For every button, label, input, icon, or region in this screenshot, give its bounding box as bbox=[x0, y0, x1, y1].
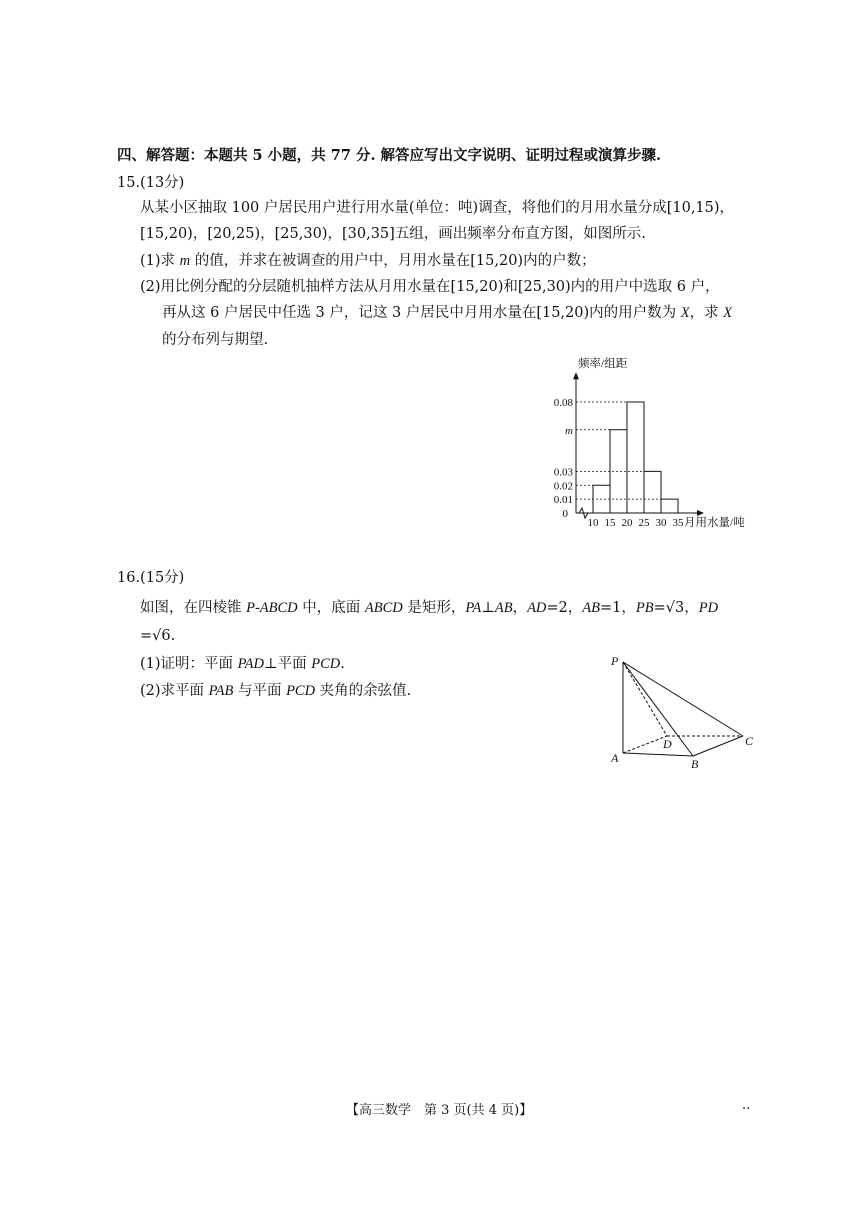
q15-stem-line2: [15,20)，[20,25)，[25,30)，[30,35]五组，画出频率分布直方图，如图所示. bbox=[140, 226, 646, 242]
edge-pb bbox=[623, 662, 693, 756]
q16-ab: AB bbox=[494, 600, 513, 616]
q16-part2-end: 夹角的余弦值. bbox=[315, 683, 412, 699]
y-axis-label: 频率/组距 bbox=[578, 358, 628, 370]
histogram-bar bbox=[627, 402, 644, 513]
q16-part1-pad: PAD bbox=[237, 656, 264, 672]
q15-part1 bbox=[140, 251, 596, 271]
q16-pa: PA bbox=[465, 600, 482, 616]
q15-part2-line3: 的分布列与期望. bbox=[162, 332, 269, 348]
q16-part2-prefix: (2)求平面 bbox=[140, 683, 209, 699]
q15-part1-var-m: m bbox=[179, 253, 191, 269]
label-d: D bbox=[663, 737, 672, 751]
y-tick-label: 0.08 bbox=[553, 397, 573, 409]
label-c: C bbox=[745, 734, 754, 748]
x-axis-arrow bbox=[697, 510, 704, 516]
q16-part2-pab: PAB bbox=[208, 683, 234, 699]
histogram-bar bbox=[661, 499, 678, 513]
q16-pyramid-name: P-ABCD bbox=[246, 600, 298, 616]
q15-stem-line1: 从某小区抽取 100 户居民用户进行用水量(单位：吨)调查，将他们的月用水量分成[10,15)， bbox=[140, 200, 735, 216]
y-tick-label: 0.02 bbox=[553, 480, 573, 493]
q16-ad: AD bbox=[527, 600, 547, 616]
q16-part1-prefix: (1)证明：平面 bbox=[140, 656, 238, 672]
x-tick-label: 25 bbox=[638, 517, 650, 529]
q16-perp: ⊥ bbox=[481, 600, 495, 616]
histogram-bar bbox=[644, 471, 661, 513]
q16-stem-line1 bbox=[140, 598, 718, 618]
q16-part1-mid: ⊥平面 bbox=[263, 656, 312, 672]
q16-pb: PB bbox=[635, 600, 654, 616]
y-axis-arrow bbox=[573, 372, 579, 379]
q15-part2-line2 bbox=[162, 303, 732, 323]
q16-text-b: 中，底面 bbox=[297, 600, 365, 616]
x-tick-label: 15 bbox=[604, 517, 616, 529]
q15-part2-line1: (2)用比例分配的分层随机抽样方法从月用水量在[15,20)和[25,30)内的用户中选取 6 户， bbox=[140, 279, 720, 295]
origin-label: 0 bbox=[562, 508, 568, 520]
edge-pc bbox=[623, 662, 743, 736]
q16-part2-pcd: PCD bbox=[286, 683, 316, 699]
y-tick-label: m bbox=[565, 424, 573, 437]
q16-text-d: ， bbox=[512, 600, 528, 616]
edge-ad-hidden bbox=[623, 736, 667, 753]
q15-part1-prefix: (1)求 bbox=[140, 253, 180, 269]
q16-ab2: AB bbox=[582, 600, 600, 616]
q16-text-c: 是矩形， bbox=[402, 600, 466, 616]
q15-part2-var-x2: X bbox=[723, 305, 733, 321]
q16-text-e: =2， bbox=[546, 600, 583, 616]
x-tick-label: 10 bbox=[587, 517, 599, 529]
edge-bc bbox=[693, 736, 743, 756]
x-axis-label: 月用水量/吨 bbox=[684, 517, 745, 529]
label-b: B bbox=[691, 757, 699, 771]
q16-stem-line2: =√6. bbox=[140, 628, 176, 644]
label-a: A bbox=[611, 751, 619, 765]
q15-part2-line2-text: 再从这 6 户居民中任选 3 户，记这 3 户居民中月用水量在[15,20)内的用户数为 bbox=[162, 305, 681, 321]
section-heading: 四、解答题：本题共 5 小题，共 77 分. 解答应写出文字说明、证明过程或演算步骤. bbox=[117, 147, 662, 164]
q16-part2 bbox=[140, 681, 411, 701]
x-tick-label: 35 bbox=[672, 517, 684, 529]
pyramid-figure bbox=[605, 652, 765, 772]
q16-part1-end: . bbox=[340, 656, 345, 672]
q16-number: 16.(15分) bbox=[117, 570, 185, 586]
q15-part2-var-x1: X bbox=[680, 305, 690, 321]
x-tick-label: 30 bbox=[655, 517, 667, 529]
footer-mark: .. bbox=[742, 1098, 751, 1113]
q16-base-name: ABCD bbox=[364, 600, 403, 616]
y-tick-label: 0.01 bbox=[553, 494, 573, 507]
edge-ab bbox=[623, 753, 693, 756]
q15-part2-line2-mid: ，求 bbox=[689, 305, 724, 321]
page-footer: 【高三数学 第 3 页(共 4 页)】 bbox=[346, 1103, 533, 1118]
frequency-histogram bbox=[545, 355, 785, 530]
q16-text-g: =√3， bbox=[653, 600, 699, 616]
edge-pd-hidden bbox=[623, 662, 667, 736]
q15-part1-rest: 的值，并求在被调查的用户中，月用水量在[15,20)内的户数； bbox=[190, 253, 596, 269]
q16-part1-pcd: PCD bbox=[311, 656, 341, 672]
q16-text-a: 如图，在四棱锥 bbox=[140, 600, 247, 616]
q16-text-f: =1， bbox=[600, 600, 636, 616]
label-p: P bbox=[611, 654, 619, 668]
q16-pd: PD bbox=[698, 600, 719, 616]
x-tick-label: 20 bbox=[621, 517, 633, 529]
q16-part2-mid: 与平面 bbox=[233, 683, 287, 699]
q15-number: 15.(13分) bbox=[117, 175, 185, 191]
q16-part1 bbox=[140, 654, 345, 674]
y-tick-label: 0.03 bbox=[553, 466, 573, 479]
